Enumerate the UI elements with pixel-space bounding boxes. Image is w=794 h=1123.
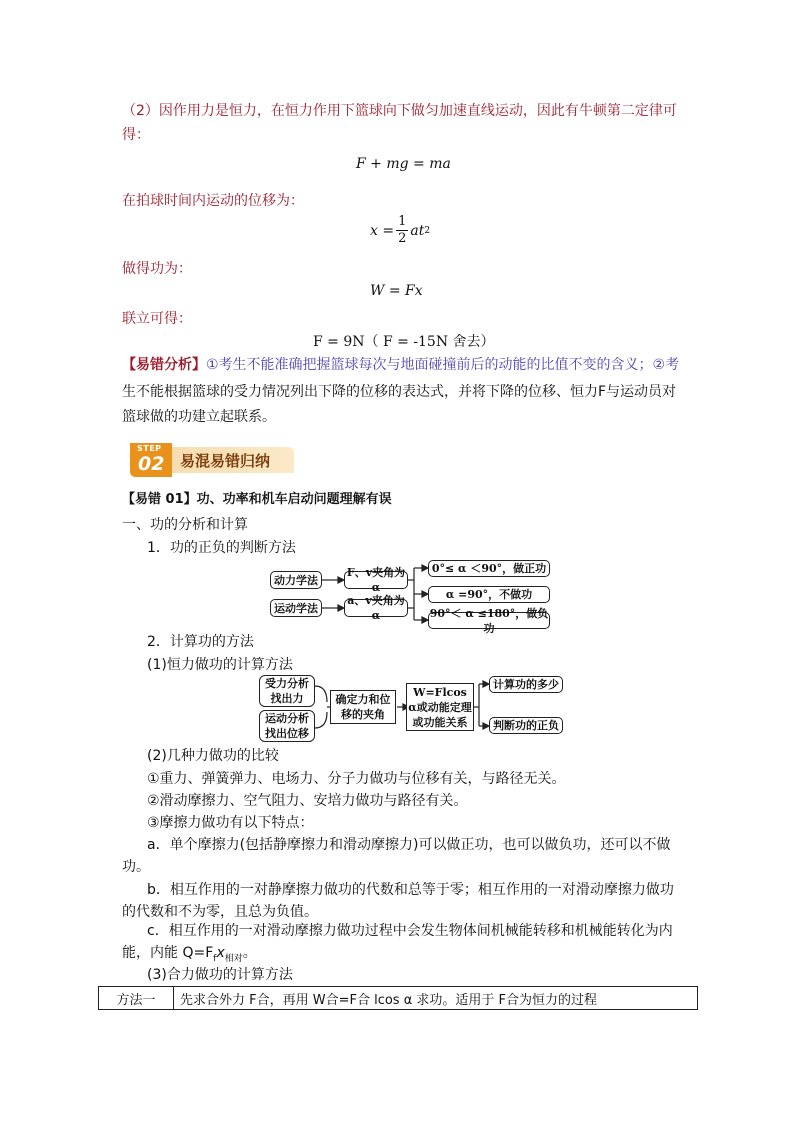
error-analysis-line-3: 篮球做的功建立起联系。 [122, 409, 276, 425]
diag2-formula: W=Flcos α或动能定理或功能关系 [406, 683, 474, 731]
step-banner [128, 443, 296, 477]
intro-line-2: 得： [122, 127, 150, 143]
point-c-sub-f: f [213, 953, 217, 964]
eq2-rhs: at [410, 222, 425, 239]
step-word: STEP [137, 444, 162, 453]
comparison-1: ①重力、弹簧弹力、电场力、分子力做功与位移有关，与路径无关。 [147, 771, 566, 787]
section-heading: 【易错 01】功、功率和机车启动问题理解有误 [122, 492, 392, 507]
comparison-3: ③摩擦力做功有以下特点： [147, 815, 314, 831]
diag1-kinematics-method: 运动学法 [270, 599, 322, 617]
point-c-sub-rel: 相对 [224, 953, 243, 964]
equation-work: W = Fx [370, 283, 423, 299]
equation-displacement [370, 214, 430, 247]
diag2-judge-sign: 判断功的正负 [489, 717, 563, 734]
step-number: 02 [138, 453, 165, 475]
point-c-x: x [216, 945, 225, 961]
point-b-line-2: 的代数和不为零，且总为负值。 [122, 904, 318, 920]
error-analysis-line-2: 生不能根据篮球的受力情况列出下降的位移的表达式，并将下降的位移、恒力F与运动员对 [122, 384, 677, 400]
diag1-av-angle: a、v夹角为 α [344, 599, 408, 617]
diag1-positive-work: 0°≤ α ＜90°，做正功 [428, 560, 550, 577]
diag1-no-work: α =90°，不做功 [428, 586, 550, 603]
method-table [98, 986, 698, 1010]
diag1-dynamics-method: 动力学法 [270, 571, 322, 589]
combine-label: 联立可得： [122, 311, 192, 327]
eq2-denominator: 2 [398, 231, 407, 246]
method-name-cell: 方法一 [99, 987, 174, 1010]
equation-result: F = 9N（ F = -15N 舍去） [313, 334, 495, 350]
work-label: 做得功为： [122, 261, 192, 277]
heading-1-1: 1．功的正负的判断方法 [147, 540, 296, 556]
diag2-determine-angle: 确定力和位移的夹角 [330, 690, 396, 724]
error-analysis-text-1: ①考生不能准确把握篮球每次与地面碰撞前后的动能的比值不变的含义；②考 [206, 357, 680, 373]
displacement-label: 在拍球时间内运动的位移为： [122, 193, 304, 209]
point-a-line-1: a．单个摩擦力(包括静摩擦力和滑动摩擦力)可以做正功，也可以做负功，还可以不做 [147, 837, 671, 853]
eq2-numerator: 1 [398, 214, 407, 229]
point-c-line-1: c．相互作用的一对滑动摩擦力做功过程中会发生物体间机械能转移和机械能转化为内 [147, 923, 673, 939]
equation-newton: F + mg = ma [356, 156, 451, 172]
eq2-fraction [396, 214, 408, 247]
diag1-negative-work: 90°＜ α ≤180°，做负功 [429, 606, 549, 635]
diag2-force-analysis: 受力分析找出力 [259, 675, 315, 707]
comparison-2: ②滑动摩擦力、空气阻力、安培力做功与路径有关。 [147, 793, 468, 809]
heading-1-2-2: (2)几种力做功的比较 [147, 748, 279, 764]
point-a-line-2: 功。 [122, 859, 150, 875]
eq2-exponent: 2 [424, 225, 431, 236]
error-analysis-tag: 【易错分析】 [122, 357, 206, 373]
heading-1-2-1: (1)恒力做功的计算方法 [147, 657, 293, 673]
diag2-calc-work: 计算功的多少 [489, 676, 563, 693]
table-row [99, 987, 698, 1010]
heading-1-2-3: (3)合力做功的计算方法 [147, 967, 293, 983]
point-c-end: 。 [242, 945, 257, 961]
heading-1-2: 2．计算功的方法 [147, 634, 254, 650]
diag1-fv-angle: F、v夹角为 α [344, 571, 408, 589]
method-description-cell: 先求合外力 F合，再用 W合=F合 lcos α 求功。适用于 F合为恒力的过程 [174, 987, 698, 1010]
point-c-text: 能，内能 Q=F [122, 945, 214, 961]
diag2-motion-analysis: 运动分析找出位移 [259, 710, 315, 742]
error-analysis-line-1 [122, 354, 679, 376]
point-b-line-1: b．相互作用的一对静摩擦力做功的代数和总等于零；相互作用的一对滑动摩擦力做功 [147, 882, 674, 898]
heading-1: 一、功的分析和计算 [122, 517, 248, 533]
intro-line-1: （2）因作用力是恒力，在恒力作用下篮球向下做匀加速直线运动，因此有牛顿第二定律可 [122, 103, 677, 119]
step-title: 易混易错归纳 [180, 452, 271, 470]
eq2-lhs: x = [370, 222, 395, 239]
